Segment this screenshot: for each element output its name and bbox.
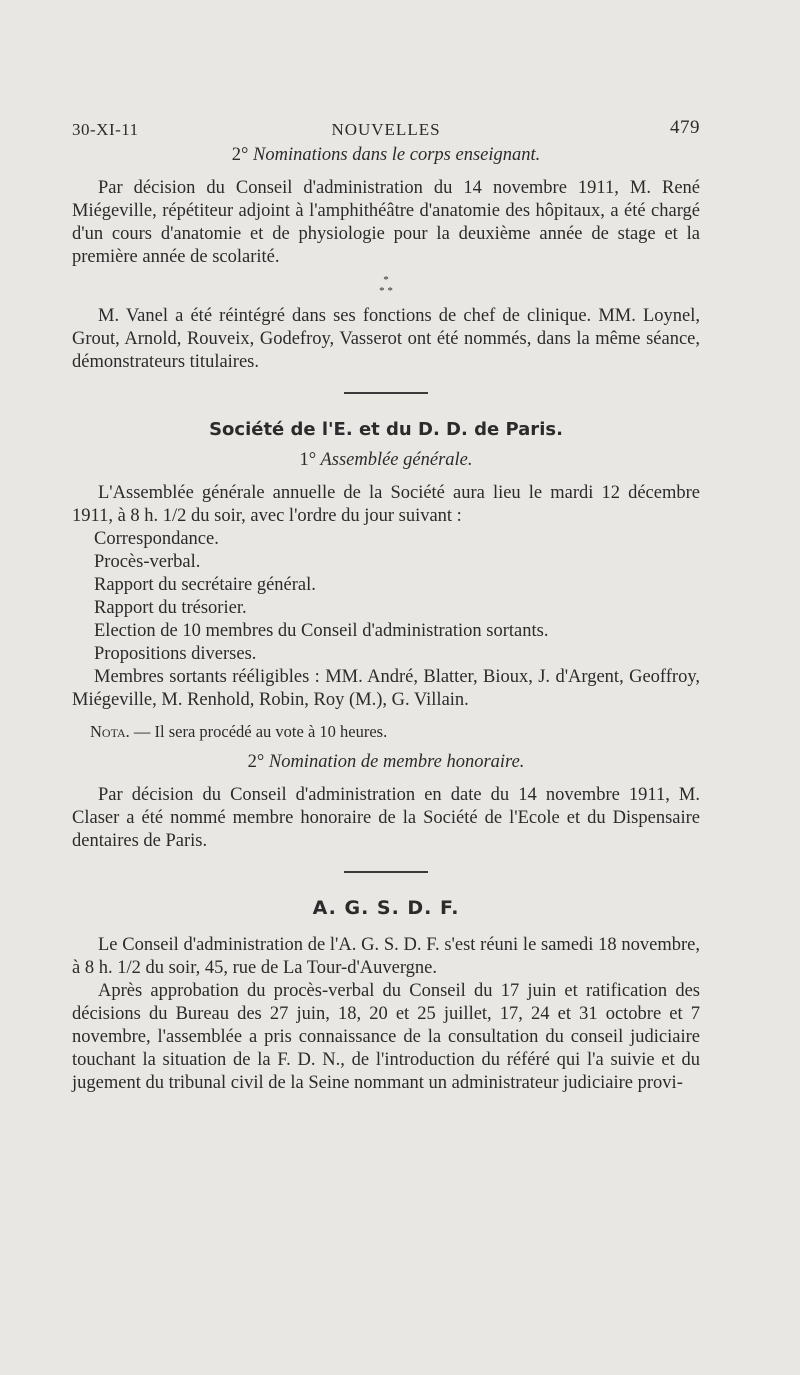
nota-line xyxy=(72,720,700,743)
asterism-top: * xyxy=(383,274,389,286)
agenda-item: Procès-verbal. xyxy=(94,552,201,572)
heading-text: Assemblée générale. xyxy=(320,450,473,470)
heading-text: Nomination de membre honoraire. xyxy=(268,752,525,772)
journal-page xyxy=(72,114,700,1095)
agenda-item: Correspondance. xyxy=(94,529,219,549)
paragraph-assemblee-intro: L'Assemblée générale annuelle de la Société aura lieu le mardi 12 décembre 1911, à 8 h. 1/2 du soir, avec l'ordre du jour suivant : xyxy=(72,483,700,526)
section-title-agsdf: A. G. S. D. F. xyxy=(312,897,460,919)
paragraph-membres-sortants: Membres sortants rééligibles : MM. André, Blatter, Bioux, J. d'Argent, Geoffroy, Miégeville, M. Renhold, Robin, Roy (M.), G. Villain. xyxy=(72,667,700,710)
paragraph-conseil-reuni: Le Conseil d'administration de l'A. G. S. D. F. s'est réuni le samedi 18 novembre, à 8 h. 1/2 du soir, 45, rue de La Tour-d'Auvergne. xyxy=(72,935,700,978)
agenda-item: Rapport du secrétaire général. xyxy=(94,575,316,595)
agenda-item: Election de 10 membres du Conseil d'administration sortants. xyxy=(94,621,549,641)
agenda-item: Rapport du trésorier. xyxy=(94,598,247,618)
section-title-societe: Société de l'E. et du D. D. de Paris. xyxy=(209,419,563,440)
section-divider xyxy=(344,392,428,394)
header-date: 30-XI-11 xyxy=(72,120,139,139)
heading-number: 1° xyxy=(299,450,317,470)
agenda-list xyxy=(72,528,700,666)
running-header xyxy=(72,114,700,140)
heading-number: 2° xyxy=(231,145,249,165)
nota-text: — Il sera procédé au vote à 10 heures. xyxy=(133,722,388,741)
asterism xyxy=(72,275,700,297)
agenda-item: Propositions diverses. xyxy=(94,644,257,664)
heading-number: 2° xyxy=(247,752,265,772)
section-heading-assemblee xyxy=(72,449,700,472)
paragraph-claser: Par décision du Conseil d'administration en date du 14 novembre 1911, M. Claser a été nommé membre honoraire de la Société de l'Ecole et du Dispensaire dentaires de Paris. xyxy=(72,785,700,851)
paragraph-approbation: Après approbation du procès-verbal du Conseil du 17 juin et ratification des décisions du Bureau des 27 juin, 18, 20 et 25 juillet, 17, 24 et 31 octobre et 7 novembre, l'assemblée a pris connaissance de la consultation du conseil judiciaire touchant la situation de la F. D. N., de l'introduction du référé qui l'a suivie et du jugement du tribunal civil de la Seine nommant un administrateur judiciaire provi- xyxy=(72,981,700,1093)
section-heading-membre-honoraire xyxy=(72,751,700,774)
section-heading-nominations xyxy=(72,144,700,167)
paragraph-vanel: M. Vanel a été réintégré dans ses fonctions de chef de clinique. MM. Loynel, Grout, Arnold, Rouveix, Godefroy, Vasserot ont été nommés, dans la même séance, démonstrateurs titulaires. xyxy=(72,306,700,372)
heading-text: Nominations dans le corps enseignant. xyxy=(253,145,541,165)
section-divider xyxy=(344,871,428,873)
paragraph-miegeville: Par décision du Conseil d'administration du 14 novembre 1911, M. René Miégeville, répétiteur adjoint à l'amphithéâtre d'anatomie des hôpitaux, a été chargé d'un cours d'anatomie et de physiologie pour la deuxième année de stage et la première année de scolarité. xyxy=(72,178,700,267)
nota-label: Nota. xyxy=(90,722,130,741)
page-number: 479 xyxy=(670,117,700,138)
asterism-bottom: * * xyxy=(379,285,393,297)
header-section: NOUVELLES xyxy=(331,120,441,139)
